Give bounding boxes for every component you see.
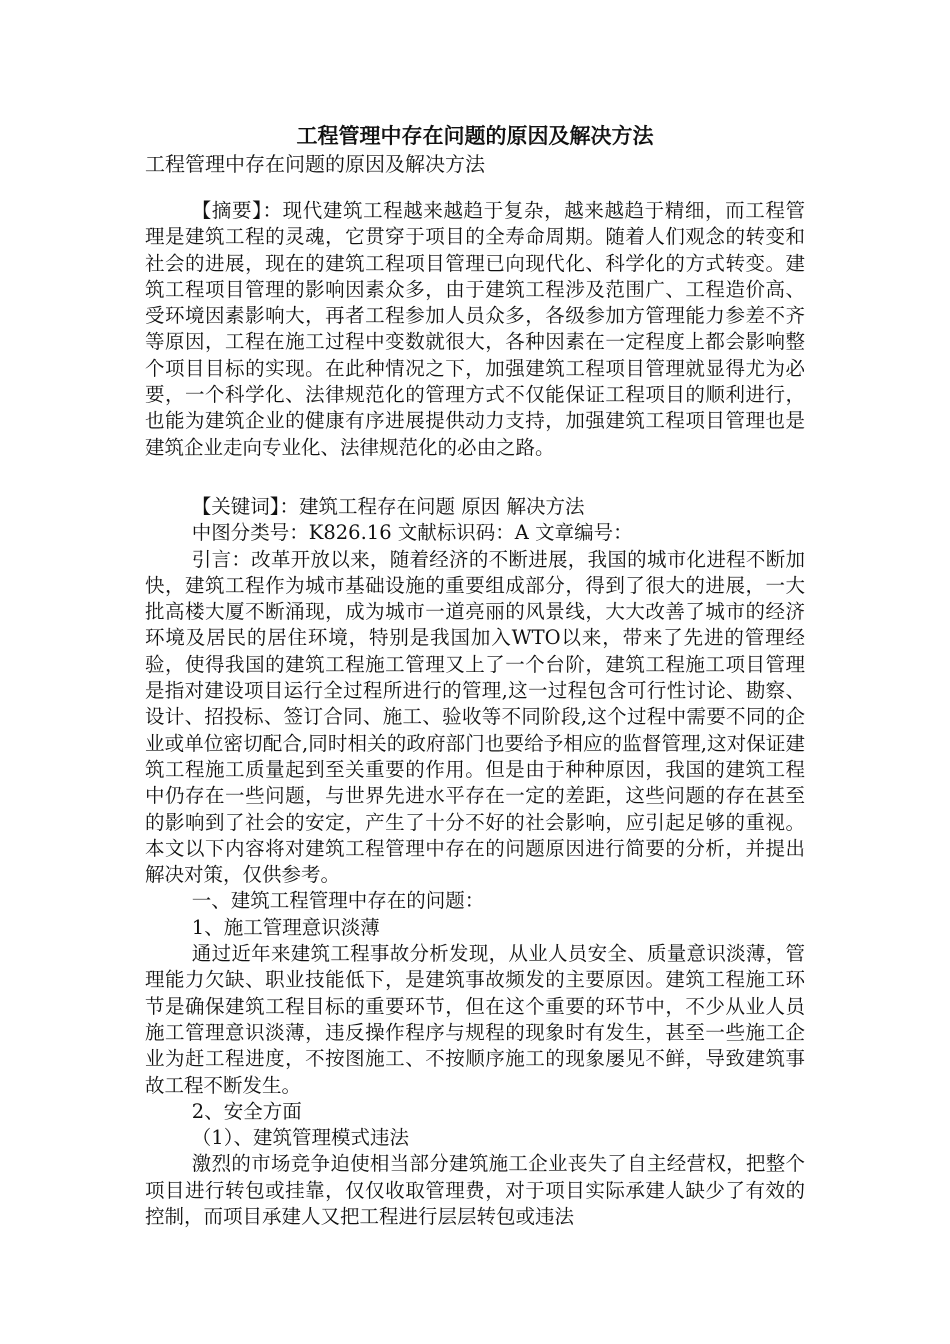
paragraph-1: 通过近年来建筑工程事故分析发现，从业人员安全、质量意识淡薄，管理能力欠缺、职业技能低下，是建筑事故频发的主要原因。建筑工程施工环节是确保建筑工程目标的重要环节，但在这个重要的环节中，不少从业人员施工管理意识淡薄，违反操作程序与规程的现象时有发生，甚至一些施工企业为赶工程进度，不按图施工、不按顺序施工的现象屡见不鲜，导致建筑事故工程不断发生。 xyxy=(145,942,805,1097)
subsection-heading-1: 1、施工管理意识淡薄 xyxy=(191,915,380,939)
subsection-heading-2: 2、安全方面 xyxy=(191,1099,302,1123)
document-title: 工程管理中存在问题的原因及解决方法 xyxy=(296,124,654,148)
section-heading-1: 一、建筑工程管理中存在的问题： xyxy=(191,889,485,913)
paragraph-2: 激烈的市场竞争迫使相当部分建筑施工企业丧失了自主经营权，把整个项目进行转包或挂靠，仅仅收取管理费，对于项目实际承建人缺少了有效的控制，而项目承建人又把工程进行层层转包或违法 xyxy=(145,1152,805,1229)
abstract-block xyxy=(145,198,805,461)
keywords-line: 【关键词】：建筑工程存在问题 原因 解决方法 xyxy=(191,495,585,518)
intro-paragraph: 引言：改革开放以来，随着经济的不断进展，我国的城市化进程不断加快，建筑工程作为城市基础设施的重要组成部分，得到了很大的进展，一大批高楼大厦不断涌现，成为城市一道亮丽的风景线，大大改善了城市的经济环境及居民的居住环境，特别是我国加入WTO以来，带来了先进的管理经验，使得我国的建筑工程施工管理又上了一个台阶，建筑工程施工项目管理是指对建设项目运行全过程所进行的管理,这一过程包含可行性讨论、勘察、设计、招投标、签订合同、施工、验收等不同阶段,这个过程中需要不同的企业或单位密切配合,同时相关的政府部门也要给予相应的监督管理,这对保证建筑工程施工质量起到至关重要的作用。但是由于种种原因，我国的建筑工程中仍存在一些问题，与世界先进水平存在一定的差距，这些问题的存在甚至的影响到了社会的安定，产生了十分不好的社会影响，应引起足够的重视。本文以下内容将对建筑工程管理中存在的问题原因进行简要的分析，并提出解决对策，仅供参考。 xyxy=(145,547,805,887)
document-subtitle: 工程管理中存在问题的原因及解决方法 xyxy=(145,152,485,176)
abstract-paragraph: 【摘要】：现代建筑工程越来越趋于复杂，越来越趋于精细，而工程管理是建筑工程的灵魂，它贯穿于项目的全寿命周期。随着人们观念的转变和社会的进展，现在的建筑工程项目管理已向现代化、科学化的方式转变。建筑工程项目管理的影响因素众多，由于建筑工程涉及范围广、工程造价高、受环境因素影响大，再者工程参加人员众多，各级参加方管理能力参差不齐等原因，工程在施工过程中变数就很大，各种因素在一定程度上都会影响整个项目目标的实现。在此种情况之下，加强建筑工程项目管理就显得尤为必要，一个科学化、法律规范化的管理方式不仅能保证工程项目的顺利进行，也能为建筑企业的健康有序进展提供动力支持，加强建筑工程项目管理也是建筑企业走向专业化、法律规范化的必由之路。 xyxy=(145,199,805,459)
main-body xyxy=(145,494,805,1230)
subsection-heading-2a: （1）、建筑管理模式违法 xyxy=(191,1126,409,1150)
classification-line: 中图分类号：K826.16 文献标识码：A 文章编号： xyxy=(191,521,633,545)
